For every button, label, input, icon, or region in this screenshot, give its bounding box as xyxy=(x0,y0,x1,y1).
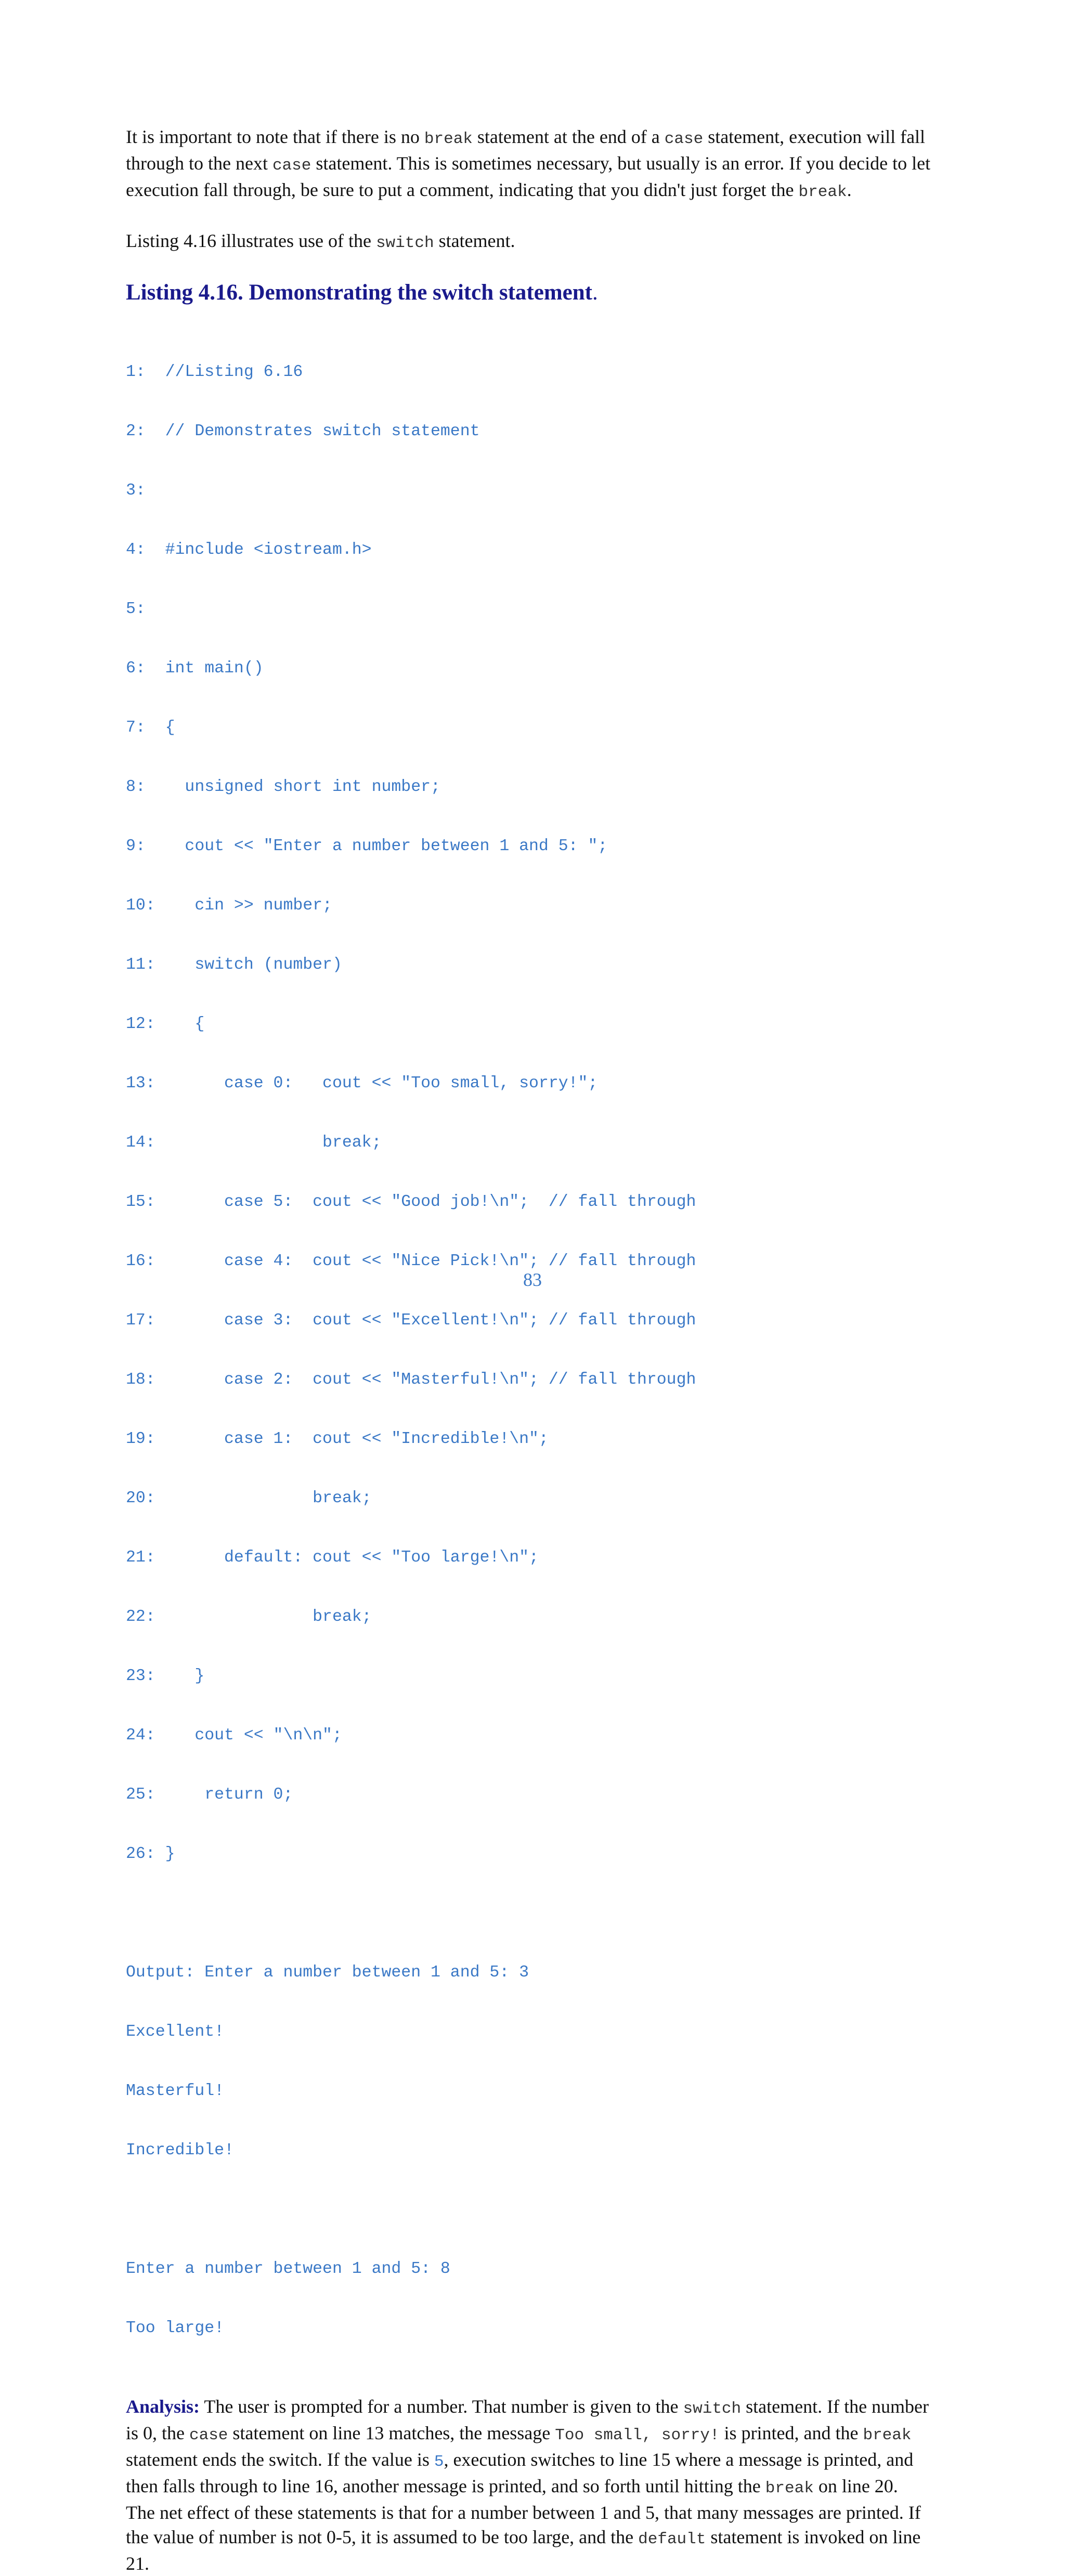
code-line: 12: { xyxy=(126,1015,205,1033)
code-line: 16: case 4: cout << "Nice Pick!\n"; // fall through xyxy=(126,1252,696,1270)
output-line: Output: Enter a number between 1 and 5: 3 xyxy=(126,1963,529,1982)
code-line: 9: cout << "Enter a number between 1 and 5: "; xyxy=(126,837,608,855)
code-line: 5: xyxy=(126,600,146,618)
inline-code: break xyxy=(765,2479,814,2497)
inline-code: Too small, sorry! xyxy=(555,2426,720,2444)
inline-code: break xyxy=(798,183,847,201)
code-line: 18: case 2: cout << "Masterful!\n"; // fall through xyxy=(126,1371,696,1389)
output-line xyxy=(126,2200,937,2220)
output-line: Masterful! xyxy=(126,2082,225,2100)
text-run: . xyxy=(847,179,852,200)
text-run: statement ends the switch. If the value is xyxy=(126,2449,434,2470)
code-line: 14: break; xyxy=(126,1134,382,1152)
intro-paragraph-listing-ref xyxy=(126,229,937,255)
inline-code: switch xyxy=(683,2400,742,2418)
listing-title-period: . xyxy=(592,280,598,305)
output-line: Enter a number between 1 and 5: 8 xyxy=(126,2260,450,2278)
text-run: statement at the end of a xyxy=(472,126,665,147)
inline-code: case xyxy=(272,157,311,175)
text-run: statement is invoked on line 21. xyxy=(126,2527,921,2574)
inline-code: break xyxy=(863,2426,912,2444)
inline-code: break xyxy=(424,130,473,148)
code-line: 21: default: cout << "Too large!\n"; xyxy=(126,1549,539,1567)
listing-title xyxy=(126,278,937,307)
analysis-paragraph xyxy=(126,2395,937,2501)
code-line: 23: } xyxy=(126,1667,205,1685)
analysis-label: Analysis: xyxy=(126,2396,200,2417)
code-line: 3: xyxy=(126,482,146,500)
code-line: 15: case 5: cout << "Good job!\n"; // fall through xyxy=(126,1193,696,1211)
code-line: 19: case 1: cout << "Incredible!\n"; xyxy=(126,1430,549,1448)
text-run: The user is prompted for a number. That number is given to the xyxy=(200,2396,683,2417)
text-run: , execution switches to line 15 where a message is printed, and then falls through to line 16, another message is printed, and so forth until hitting the xyxy=(126,2449,914,2496)
output-line: Too large! xyxy=(126,2319,225,2337)
code-listing xyxy=(126,323,937,1904)
code-line: 25: return 0; xyxy=(126,1786,293,1804)
inline-code: 5 xyxy=(434,2453,444,2471)
code-line: 4: #include <iostream.h> xyxy=(126,541,372,559)
listing-title-text: Listing 4.16. Demonstrating the switch statement xyxy=(126,280,592,305)
text-run: statement. xyxy=(434,230,515,251)
text-run: statement on line 13 matches, the message xyxy=(228,2423,555,2443)
text-run: is printed, and the xyxy=(719,2423,863,2443)
code-line: 24: cout << "\n\n"; xyxy=(126,1726,342,1745)
output-line: Incredible! xyxy=(126,2141,234,2159)
code-line: 20: break; xyxy=(126,1489,372,1507)
intro-paragraph-fallthrough xyxy=(126,125,937,204)
text-run: The net effect of these statements is that for a number between 1 and 5, that many messages are printed. If the value of number is not 0-5, it is assumed to be too large, and the xyxy=(126,2502,921,2547)
code-line: 13: case 0: cout << "Too small, sorry!"; xyxy=(126,1074,598,1092)
code-line: 17: case 3: cout << "Excellent!\n"; // fall through xyxy=(126,1311,696,1330)
inline-code: case xyxy=(664,130,704,148)
inline-code: default xyxy=(638,2530,706,2548)
code-line: 1: //Listing 6.16 xyxy=(126,363,303,381)
text-run: statement, execution will fall through to the next xyxy=(126,126,926,174)
text-run: on line 20. xyxy=(813,2476,898,2496)
code-line: 6: int main() xyxy=(126,659,264,678)
text-run: statement. This is sometimes necessary, but usually is an error. If you decide to let execution fall through, be sure to put a comment, indicating that you didn't just forget the xyxy=(126,153,931,200)
net-effect-paragraph xyxy=(126,2501,937,2576)
code-line: 26: } xyxy=(126,1845,175,1863)
document-page xyxy=(126,121,937,2576)
code-line: 2: // Demonstrates switch statement xyxy=(126,422,480,440)
code-line: 22: break; xyxy=(126,1608,372,1626)
inline-code: switch xyxy=(375,234,434,252)
text-run: Listing 4.16 illustrates use of the xyxy=(126,230,376,251)
code-line: 7: { xyxy=(126,719,175,737)
output-line: Excellent! xyxy=(126,2023,225,2041)
program-output xyxy=(126,1923,937,2378)
code-line: 10: cin >> number; xyxy=(126,896,332,915)
code-line: 11: switch (number) xyxy=(126,956,342,974)
inline-code: case xyxy=(189,2426,228,2444)
text-run: statement. If the number is 0, the xyxy=(126,2396,929,2443)
page-number: 83 xyxy=(523,1269,542,1290)
text-run: It is important to note that if there is no xyxy=(126,126,424,147)
code-line: 8: unsigned short int number; xyxy=(126,778,440,796)
